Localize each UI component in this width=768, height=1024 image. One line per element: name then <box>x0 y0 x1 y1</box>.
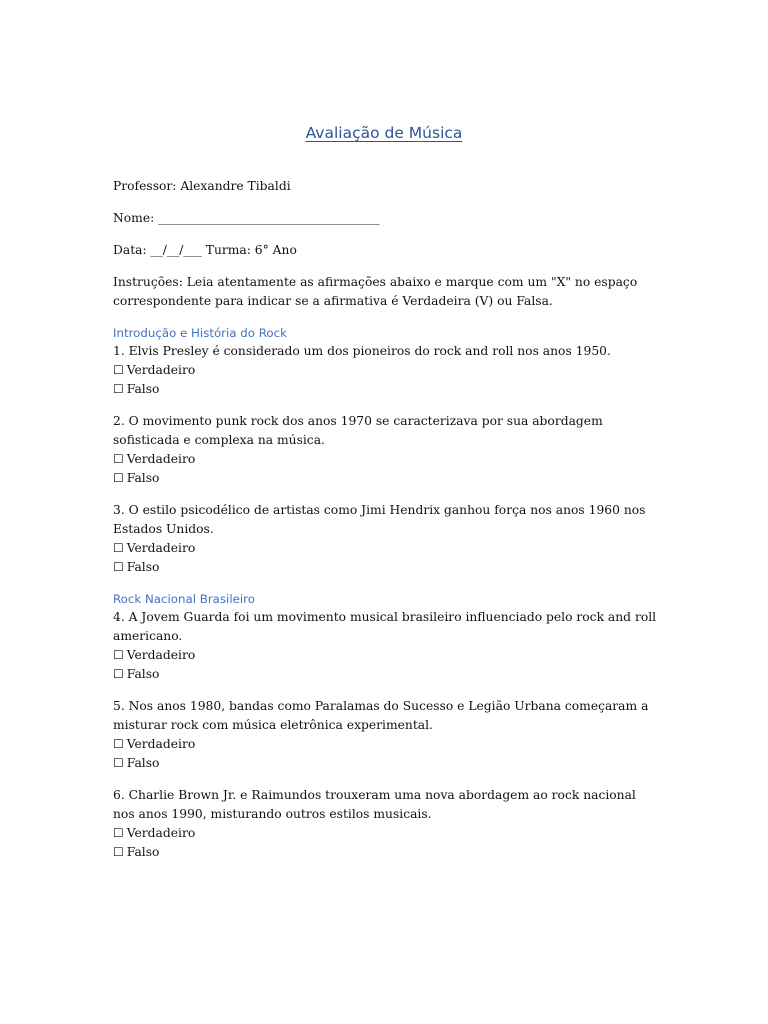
instructions: Instruções: Leia atentamente as afirmações abaixo e marque com um "X" no espaço correspondente para indicar se a afirmativa é Verdadeira (V) ou Falsa. <box>113 275 638 308</box>
section-heading: Rock Nacional Brasileiro <box>113 592 255 606</box>
option-label: Falso <box>126 560 160 574</box>
section-rock-history <box>113 324 658 577</box>
option-true[interactable] <box>113 539 658 558</box>
question-text: 6. Charlie Brown Jr. e Raimundos trouxeram uma nova abordagem ao rock nacional nos anos 1990, misturando outros estilos musicais. <box>113 788 636 821</box>
checkbox-icon[interactable]: ☐ <box>113 648 124 662</box>
option-false[interactable] <box>113 469 658 488</box>
option-label: Verdadeiro <box>126 541 196 555</box>
question-4 <box>113 608 658 684</box>
option-true[interactable] <box>113 735 658 754</box>
checkbox-icon[interactable]: ☐ <box>113 667 124 681</box>
checkbox-icon[interactable]: ☐ <box>113 756 124 770</box>
option-label: Falso <box>126 845 160 859</box>
section-heading: Introdução e História do Rock <box>113 326 287 340</box>
checkbox-icon[interactable]: ☐ <box>113 845 124 859</box>
date-class-line: Data: __/__/___ Turma: 6° Ano <box>113 243 297 257</box>
option-false[interactable] <box>113 665 658 684</box>
document-body <box>113 177 658 875</box>
option-label: Verdadeiro <box>126 452 196 466</box>
question-text: 2. O movimento punk rock dos anos 1970 se caracterizava por sua abordagem sofisticada e complexa na música. <box>113 414 603 447</box>
option-label: Verdadeiro <box>126 648 196 662</box>
checkbox-icon[interactable]: ☐ <box>113 541 124 555</box>
option-true[interactable] <box>113 646 658 665</box>
option-false[interactable] <box>113 754 658 773</box>
question-2 <box>113 412 658 488</box>
checkbox-icon[interactable]: ☐ <box>113 382 124 396</box>
option-true[interactable] <box>113 450 658 469</box>
question-text: 5. Nos anos 1980, bandas como Paralamas do Sucesso e Legião Urbana começaram a misturar rock com música eletrônica experimental. <box>113 699 649 732</box>
name-field: Nome: ____________________________________ <box>113 211 380 225</box>
option-label: Verdadeiro <box>126 826 196 840</box>
question-text: 1. Elvis Presley é considerado um dos pioneiros do rock and roll nos anos 1950. <box>113 344 611 358</box>
question-6 <box>113 786 658 862</box>
option-label: Falso <box>126 756 160 770</box>
option-true[interactable] <box>113 361 658 380</box>
checkbox-icon[interactable]: ☐ <box>113 471 124 485</box>
page-title: Avaliação de Música <box>305 124 463 142</box>
professor-line: Professor: Alexandre Tibaldi <box>113 179 291 193</box>
question-1 <box>113 342 658 399</box>
checkbox-icon[interactable]: ☐ <box>113 363 124 377</box>
question-5 <box>113 697 658 773</box>
question-3 <box>113 501 658 577</box>
checkbox-icon[interactable]: ☐ <box>113 826 124 840</box>
option-false[interactable] <box>113 843 658 862</box>
option-label: Falso <box>126 667 160 681</box>
checkbox-icon[interactable]: ☐ <box>113 737 124 751</box>
section-brazilian-rock <box>113 590 658 862</box>
checkbox-icon[interactable]: ☐ <box>113 560 124 574</box>
question-text: 4. A Jovem Guarda foi um movimento musical brasileiro influenciado pelo rock and roll americano. <box>113 610 657 643</box>
option-false[interactable] <box>113 558 658 577</box>
option-label: Falso <box>126 382 160 396</box>
question-text: 3. O estilo psicodélico de artistas como Jimi Hendrix ganhou força nos anos 1960 nos Estados Unidos. <box>113 503 646 536</box>
option-label: Falso <box>126 471 160 485</box>
checkbox-icon[interactable]: ☐ <box>113 452 124 466</box>
option-label: Verdadeiro <box>126 737 196 751</box>
option-false[interactable] <box>113 380 658 399</box>
option-label: Verdadeiro <box>126 363 196 377</box>
option-true[interactable] <box>113 824 658 843</box>
